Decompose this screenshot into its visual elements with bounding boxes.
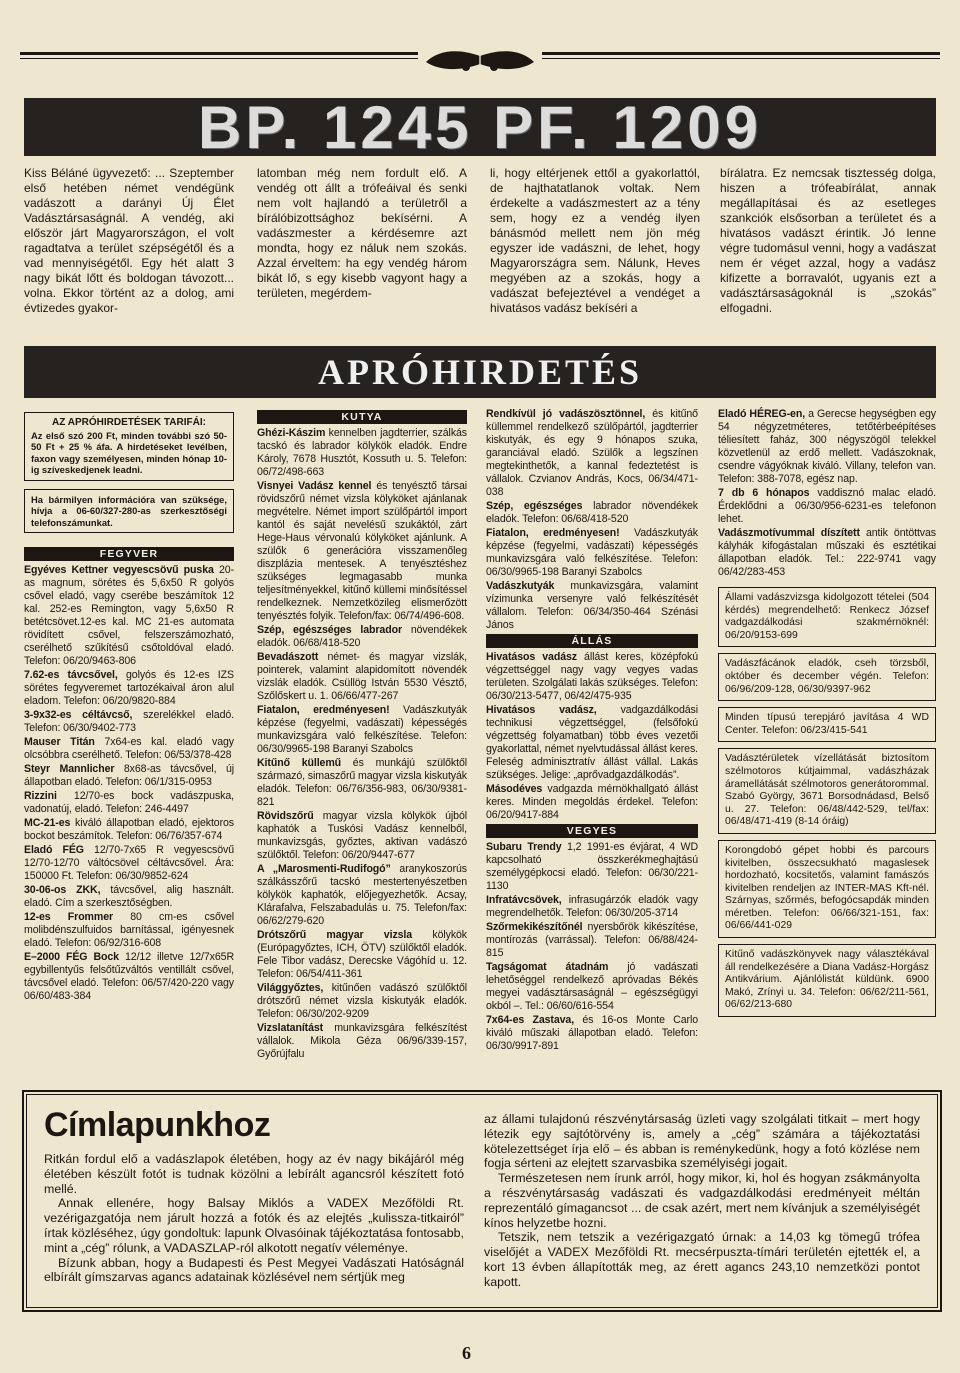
tariff-heading: AZ APRÓHIRDETÉSEK TARIFÁI: bbox=[52, 417, 206, 428]
page-number: 6 bbox=[462, 1343, 471, 1363]
category-fegyver: FEGYVER bbox=[24, 547, 234, 561]
classified-ad-lead: Ghézi-Kászim bbox=[257, 427, 326, 439]
classified-ad-lead: Steyr Mannlicher bbox=[24, 763, 115, 775]
classified-ad-lead: Mauser Titán bbox=[24, 736, 95, 748]
classified-ad bbox=[718, 408, 936, 486]
classified-ad bbox=[486, 580, 698, 632]
category-allas: ÁLLÁS bbox=[486, 634, 698, 648]
header-title: BP. 1245 PF. 1209 bbox=[198, 93, 762, 161]
classified-ad bbox=[486, 527, 698, 579]
classified-ad bbox=[24, 564, 234, 668]
classified-ad-text: és munkájú szülőktől származó, simaszőrű magyar vizsla kiskutyák eladók. Telefon: 06/76/356-983, 06/30/9381-821 bbox=[257, 757, 467, 808]
classified-ad bbox=[486, 921, 698, 960]
classified-ad-text: golyós és 12-es IZS sörétes fegyveremet tartozékaival áron alul eladom. Telefon: 06/20/9820-884 bbox=[24, 669, 234, 707]
classified-ad bbox=[257, 704, 467, 756]
classified-ad-lead: Infratávcsövek, bbox=[486, 894, 562, 906]
classified-ad-text: 1,2 1991-es évjárat, 4 WD kapcsolható összkerékmeghajtású személygépkocsi eladó. Telefon: 06/30/221-1130 bbox=[486, 841, 698, 892]
classified-ad bbox=[257, 982, 467, 1021]
classified-ad-lead: Kitűnő küllemű bbox=[257, 757, 342, 769]
classified-ad bbox=[24, 884, 234, 910]
classified-ad-text: infrasugárzók eladók vagy megrendelhetők. Telefon: 06/30/205-3714 bbox=[486, 894, 698, 919]
top-rule-thin-right bbox=[542, 58, 940, 59]
classified-ad-text: munkavizsgára felkészítést vállalok. Mikola Géza 06/96/339-157, Győrújfalu bbox=[257, 1022, 467, 1060]
classified-ad-text: kennelben jagdterrier, szálkás tacskó és labrador kölykök eladók. Endre Károly, 7678 Husztót, Kossuth u. 5. Telefon: 06/72/498-663 bbox=[257, 427, 467, 478]
cimlap-left-p1: Ritkán fordul elő a vadászlapok életében, hogy az év nagy bikájáról még életében készült fotót is tudnak közölni a lebírált agancsról készített fotó mellé. bbox=[44, 1152, 464, 1196]
classified-ad-text: állást keres, középfokú végzettséggel nagy vagy vegyes vadas területen. Szolgálati lakás szükséges. Telefon: 06/30/213-5477, 06/42/475-935 bbox=[486, 651, 698, 702]
classified-ad bbox=[24, 844, 234, 883]
classified-ad-lead: Szép, egészséges bbox=[486, 500, 583, 512]
classified-ad-text: és tenyésztő társai rövidszőrű német vizsla kölyköket ajánlanak megvételre. Német import szülőpártól import kantól és saját nevelésű szukáktól, zárt Hege-Haus vérvonalú kölyköket ajánlunk. A szülők 6 generációra visszamenőleg diszplázia mentesek. A tenyésztéshez szükséges legmagasabb munka teljesítményekkel, kitűnő küllemi minősítéssel rendelkeznek. Nemzetközileg elismerőzött tenyésztés folyik. Telefon/fax: 06/74/496-608. bbox=[257, 480, 467, 622]
top-rule-thin-left bbox=[20, 58, 418, 59]
classified-ad-text: kitűnően vadászó szülőktől drótszőrű német vizsla kiskutyák eladók. Telefon: 06/30/202-9209 bbox=[257, 982, 467, 1020]
classified-ad bbox=[486, 961, 698, 1013]
classified-ad-text: 20-as magnum, sörétes és 5,6x50 R golyós csővel eladó, vagy cserébe beszámítok 12 kal. 252-es Remington, vagy 5,6x50 R betétcsövet.12-es kal. MC 21-es automata rövidített csővel, felszerszámozható, cserélhető szűkítésű csőtoldóval eladó. Telefon: 06/20/9463-806 bbox=[24, 564, 234, 667]
info-box bbox=[24, 489, 234, 534]
classified-ad bbox=[718, 527, 936, 579]
cimlap-title: Címlapunkhoz bbox=[44, 1106, 271, 1144]
classified-ad bbox=[257, 810, 467, 862]
cimlap-right-p3: Tetszik, nem tetszik a vezérigazgató úrnak: a 14,03 kg tömegű trófea viselőjét a VADEX Mezőföldi Rt. mecsérpuszta-tímári területén ejtették el, a kort 13 évben állapították meg, az érett agancs 243,10 nemzetközi pontot kapott. bbox=[484, 1230, 920, 1289]
classified-ad bbox=[718, 487, 936, 526]
classified-ad bbox=[24, 911, 234, 950]
classified-ad-lead: Szőrmekikészítőnél bbox=[486, 921, 583, 933]
boxed-ad: Minden típusú terepjáró javítása 4 WD Center. Telefon: 06/23/415-541 bbox=[718, 707, 936, 742]
classified-ad-text: német- és magyar vizslák, pointerek, valamint alapidomított növendék vizslák eladók. Csüllög István 5530 Vésztő, Szőlőskert u. 1. 06/66/477-267 bbox=[257, 651, 467, 702]
classified-ad bbox=[486, 783, 698, 822]
classified-ad-text: aranykoszorús szálkásszőrű tacskó mestertenyészetben kölykök kaphatók, előjegyezhetők. Acsay, Klárafalva, Felszabadulás u. 75. Telefon/fax: 06/62/279-620 bbox=[257, 863, 467, 927]
classified-ad-text: távcsővel, alig használt. eladó. Cím a szerkesztőségben. bbox=[24, 884, 234, 909]
intro-column-2 bbox=[257, 166, 467, 301]
classified-ad bbox=[24, 709, 234, 735]
boxed-ad: Korongdobó gépet hobbi és parcours kivitelben, összecsukható magaslesek hordozható, kocsitetős, valamint famászós kivitelben rendeljen az INTER-MAS Kft-nél. Szárnyas, szőrmés, befogócsapdák minden méretben. Telefon: 06/66/321-151, fax: 06/66/441-029 bbox=[718, 840, 936, 938]
tariff-box bbox=[24, 412, 234, 481]
classified-ad-lead: 12-es Frommer bbox=[24, 911, 114, 923]
classified-ad-text: a Gerecse hegységben egy 54 négyzetméteres, tetőtérbeépítéses téliesített faház, 300 négyszögöl telekkel közvetlenül az erdő mellett. Vadászoknak, csendre vágyóknak kiváló. Villany, telefon van. Telefon: 388-7078, egész nap. bbox=[718, 408, 936, 485]
classified-ad-lead: 3-9x32-es céltávcső, bbox=[24, 709, 133, 721]
cimlap-right-column bbox=[484, 1112, 920, 1290]
classified-ad-text: labrador növendékek eladók. Telefon: 06/68/418-520 bbox=[486, 500, 699, 525]
classified-ad bbox=[486, 704, 698, 782]
top-rule-left bbox=[20, 52, 418, 55]
cimlap-right-p2: Természetesen nem írunk arról, hogy mikor, ki, hol és hogyan zsákmányolta a részvénytársaság vadászati és vadgazdálkodási eredményeit méltán reprezentáló gímagancsot ... de csak azért, mert nem kívánjuk a személyiségét kínos helyzetbe hozni. bbox=[484, 1171, 920, 1230]
classified-ad bbox=[24, 736, 234, 762]
cimlap-left-column bbox=[44, 1152, 464, 1285]
classified-ad-lead: 7.62-es távcsővel, bbox=[24, 669, 118, 681]
tariff-text: Az első szó 200 Ft, minden további szó 50-50 Ft + 25 % áfa. A hirdetéseket levélben, faxon vagy személyesen, minden hónap 10-ig szíveskedjenek leadni. bbox=[31, 429, 227, 475]
classified-ad-text: és kitűnő küllemmel rendelkező szülőpártól, jagdterrier kiskutyák, és egy 9 hónapos szuka, garanciával eladó. Szülők a legszínen megtekinthetők, a kannal fedeztetést is vállalok. Czvianov András, Kocs, 06/34/471-038 bbox=[486, 408, 698, 498]
intro-text-1: Kiss Béláné ügyvezető: ... Szeptember első hetében német vendégünk vadászott a darányi Új Élet Vadásztársaságnál. A vendég, aki először járt Magyarországon, el volt ragadtatva a terület szépségétől és a vad mennyiségétől. Egy hét alatt 3 nagy bikát lőtt és boldogan távozott... volna. Ekkor történt az a dolog, ami évtizedes gyakor- bbox=[24, 166, 234, 315]
classified-ad bbox=[24, 951, 234, 1003]
classified-ad-text: 12/70-es bock vadászpuska, vadonatúj, eladó. Telefon: 246-4497 bbox=[24, 790, 234, 815]
classified-ad-text: kiváló állapotban eladó, ejektoros bockot beszámítok. Telefon: 06/76/357-674 bbox=[24, 817, 234, 842]
classified-ad bbox=[257, 863, 467, 928]
classified-ad-text: 80 cm-es csővel molibdénszulfuidos barnítással, igényesnek eladó. Telefon: 06/92/316-608 bbox=[24, 911, 234, 949]
classified-ad bbox=[24, 669, 234, 708]
classified-ad-lead: Vizslatanítást bbox=[257, 1022, 324, 1034]
cimlap-right-p1: az állami tulajdonú részvénytársaság üzleti vagy szolgálati titkait – mert hogy létezik egy sajtótörvény is, amely a „cég” számára a tájékoztatási kötelezettséget írja elő – és abban is reménykedünk, hogy a fotó közlése nem fogja sérteni az elejtett szarvasbika személyiségi jogait. bbox=[484, 1112, 920, 1171]
classified-ad-text: kölykök (Európagyőztes, ICH, ÖTV) szülőktől eladók. Fele Tibor vadász, Derecske Vágóhíd u. 12. Telefon: 06/54/411-361 bbox=[257, 929, 467, 980]
classified-ad-lead: Eladó FÉG bbox=[24, 844, 84, 856]
classified-ad-lead: A „Marosmenti-Rudifogó” bbox=[257, 863, 391, 875]
classified-ad-lead: Fiatalon, eredményesen! bbox=[257, 704, 390, 716]
classified-ad-lead: Tagságomat átadnám bbox=[486, 961, 609, 973]
info-text: Ha bármilyen információra van szüksége, hívja a 06-60/327-280-as szerkesztőségi telefonszámunkat. bbox=[31, 493, 227, 528]
boxed-ad: Vadászfácánok eladók, cseh törzsből, október és december végén. Telefon: 06/96/209-128, 06/30/9397-962 bbox=[718, 653, 936, 701]
classified-ad-text: nyersbőrök kikészítése, montírozás (varrással). Telefon: 06/88/424-815 bbox=[486, 921, 698, 959]
intro-column-4 bbox=[720, 166, 936, 316]
classified-ad bbox=[486, 1014, 698, 1053]
classified-ad-text: növendékek eladók. 06/68/418-520 bbox=[257, 624, 467, 649]
classified-ad-lead: Drótszőrű magyar vizsla bbox=[257, 929, 413, 941]
boxed-ad: Állami vadászvizsga kidolgozott tételei (504 kérdés) megrendelhető: Renkecz József vadgazdálkodási szakmérnöknél: 06/20/9153-699 bbox=[718, 587, 936, 647]
category-kutya: KUTYA bbox=[257, 410, 467, 424]
classified-ad bbox=[257, 624, 467, 650]
classified-ad-lead: 7 db 6 hónapos bbox=[718, 487, 810, 499]
classified-ad-lead: Világgyőztes, bbox=[257, 982, 324, 994]
classified-ad-lead: Másodéves bbox=[486, 783, 543, 795]
intro-column-1 bbox=[24, 166, 234, 316]
classified-ad-lead: Subaru Trendy bbox=[486, 841, 562, 853]
classified-ad-text: vaddisznó malac eladó. Érdeklődni a 06/30/956-6231-es telefonon lehet. bbox=[718, 487, 936, 525]
classified-ad bbox=[24, 817, 234, 843]
classified-ad-lead: Fiatalon, eredményesen! bbox=[486, 527, 620, 539]
intro-text-2: latomban még nem fordult elő. A vendég ott állt a trófeáival és senki nem volt hajlandó a területről a bírálóbizottsághoz bekísérni. A vadászmester a kérdésemre azt mondta, hogy ez náluk nem szokás. Azzal érveltem: ha egy vendég három bikát lő, s egy kisebb vagyont hagy a területen, megérdem- bbox=[257, 166, 467, 300]
classified-ad-text: magyar vizsla kölykök újból kaphatók a Tuskósi Vadász kennelből, munkavizsgás, győztes, aktivan vadászó szülőktől. Telefon: 06/20/9447-677 bbox=[257, 810, 467, 861]
classified-ad bbox=[24, 790, 234, 816]
classified-ad bbox=[257, 651, 467, 703]
header-band bbox=[24, 93, 936, 161]
cimlap-left-p2: Annak ellenére, hogy Balsay Miklós a VADEX Mezőföldi Rt. vezérigazgatója nem járult hozzá a fotók és az elejtés „kulissza-titkairól” írtak közléséhez, úgy gondoltuk: lapunk Olvasóinak tájékoztatása fontosabb, mint a „cég” rólunk, a VADASZLAP-ról alkotott negatív véleménye. bbox=[44, 1196, 464, 1255]
classified-ad-lead: 30-06-os ZKK, bbox=[24, 884, 101, 896]
classified-ad-text: 8x68-as távcsővel, új állapotban eladó. Telefon: 06/1/315-0953 bbox=[24, 763, 234, 788]
classified-ad-text: szerelékkel eladó. Telefon: 06/30/9402-773 bbox=[24, 709, 234, 734]
classified-ad bbox=[257, 1022, 467, 1061]
cimlap-left-p3: Bízunk abban, hogy a Budapesti és Pest Megyei Vadászati Hatóságnál elbírált gímszarvas agancs adatainak közlésével nem sértjük meg bbox=[44, 1255, 464, 1285]
intro-text-4: bírálatra. Ez nemcsak tisztesség dolga, hiszen a trófeabírálat, annak megállapításai és az esetleges szankciók elsősorban a területet és a hivatásos vadászt érintik. Jó lenne végre tudomásul venni, hogy a vadászat nem ér véget azzal, hogy a vadász kifizette a borravalót, ugyanis ezt a vadásztársaságoknál is „szokás” elfogadni. bbox=[720, 166, 936, 315]
classified-ad bbox=[486, 841, 698, 893]
classified-ad bbox=[486, 500, 698, 526]
classified-ad-text: Vadászkutyák képzése (fegyelmi, vadászati) képességés munkavizsgára való felkészítése. Telefon: 06/30/9965-198 Baranyi Szabolcs bbox=[257, 704, 467, 755]
classified-ad-text: 12/12 illetve 12/7x65R egybillentyűs felsőtűzváltós ventillált csővel, távcsővel eladó. Telefon: 06/57/420-220 vagy 06/60/483-384 bbox=[24, 951, 234, 1002]
intro-text-3: li, hogy eltérjenek ettől a gyakorlattól, de hajthatatlanok voltak. Nem érdekelte a vadászmestert az a tény sem, hogy ez a vendég ilyen bánásmód mellett nem jön még egyszer ide vadászni, de lehet, hogy Magyarországra sem. Nálunk, Heves megyében az a szokás, hogy a vadászat befejeztével a vendéget a hivatásos vadász bekíséri a bbox=[490, 166, 700, 315]
classified-ad bbox=[257, 480, 467, 623]
classified-ad-text: Vadászkutyák képzése (fegyelmi, vadászati) képességés munkavizsgára való felkészítése. Telefon: 06/30/9965-198 Baranyi Szabolcs bbox=[486, 527, 698, 578]
classified-ad-text: munkavizsgára, valamint vízimunka versenyre való felkészítését vállalom. Telefon: 06/34/350-464 Szénási János bbox=[486, 580, 698, 631]
classified-ad-lead: Vadászmotívummal díszített bbox=[718, 527, 860, 539]
classified-ad-text: jó vadászati lehetőséggel rendelkező apróvadas Békés megyei vadásztársaságnál – egészségügyi okból –. Tel.: 06/60/616-554 bbox=[486, 961, 698, 1012]
classified-ad-text: antik öntöttvas kályhák kifogástalan műszaki és esztétikai állapotban eladók. Tel.: 222-9741 vagy 06/42/283-453 bbox=[718, 527, 936, 578]
classified-ad-lead: Rövidszőrű bbox=[257, 810, 314, 822]
classified-ad-text: és 16-os Monte Carlo kiváló műszaki állapotban eladó. Telefon: 06/30/9917-891 bbox=[486, 1014, 698, 1052]
classified-ad-lead: MC-21-es bbox=[24, 817, 71, 829]
classified-ad-text: vadgazda mérnökhallgató állást keres. Minden megoldás érdekel. Telefon: 06/20/9417-884 bbox=[486, 783, 698, 821]
classified-ad-lead: Bevadászott bbox=[257, 651, 319, 663]
classified-ad-lead: E–2000 FÉG Bock bbox=[24, 951, 119, 963]
classifieds-column-1 bbox=[24, 412, 234, 1004]
classified-ad-text: vadgazdálkodási technikusi végzettséggel, (felsőfokú végzettség folyamatban) több éves vezetői gyakorlattal, német nyelvtudással állást keres. Feleség adminisztratív állást vállal. Lakás szükséges. Jelige: „aprővadgazdálkodás”. bbox=[486, 704, 698, 781]
classified-ad-lead: Visnyei Vadász kennel bbox=[257, 480, 372, 492]
classifieds-column-4 bbox=[718, 408, 936, 1023]
classified-ad-lead: Eladó HÉREG-en, bbox=[718, 408, 806, 420]
classified-ad-lead: Hivatásos vadász bbox=[486, 651, 577, 663]
boxed-ad: Kitűnő vadászkönyvek nagy választékával áll rendelkezésére a Diana Vadász-Horgász Antikvárium. Ajánlólistát küldünk. 6900 Makó, Zrínyi u. 34. Telefon: 06/62/211-561, 06/62/213-680 bbox=[718, 944, 936, 1017]
classified-ad-lead: Rizzini bbox=[24, 790, 57, 802]
classified-ad bbox=[486, 408, 698, 499]
intro-column-3 bbox=[490, 166, 700, 316]
classified-ad bbox=[257, 929, 467, 981]
classified-ad bbox=[257, 427, 467, 479]
classified-ad bbox=[486, 651, 698, 703]
category-vegyes: VEGYES bbox=[486, 824, 698, 838]
classifieds-title: APRÓHIRDETÉS bbox=[317, 352, 643, 392]
classified-ad bbox=[24, 763, 234, 789]
classified-ad-lead: Hivatásos vadász, bbox=[486, 704, 597, 716]
boxed-ad: Vadásztérületek vízellátását biztosítom szélmotoros kútjaimmal, vadászházak áramellátását szélmotoros generátorommal. Szabó György, 3671 Borsodnádasd, Belső u. 27. Telefon: 06/48/442-529, tel/fax: 06/48/471-419 (8-14 óráig) bbox=[718, 748, 936, 834]
classified-ad-lead: Szép, egészséges labrador bbox=[257, 624, 402, 636]
classified-ad bbox=[486, 894, 698, 920]
classified-ad-lead: Egyéves Kettner vegyescsövű puska bbox=[24, 564, 214, 576]
classifieds-band bbox=[24, 346, 936, 398]
classifieds-column-3 bbox=[486, 408, 698, 1054]
oak-leaf-ornament-icon bbox=[418, 42, 542, 78]
top-rule-right bbox=[542, 52, 940, 55]
classified-ad-lead: Rendkívül jó vadászösztönnel, bbox=[486, 408, 646, 420]
classified-ad-text: 7x64-es kal. eladó vagy olcsóbbra cserélhető. Telefon: 06/53/378-428 bbox=[24, 736, 234, 761]
classified-ad-lead: Vadászkutyák bbox=[486, 580, 555, 592]
classified-ad bbox=[257, 757, 467, 809]
classified-ad-lead: 7x64-es Zastava, bbox=[486, 1014, 575, 1026]
classified-ad-text: 12/70-7x65 R vegyescsövű 12/70-12/70 váltócsövel céltávcsővel. Ára: 150000 Ft. Telefon: 06/30/9852-624 bbox=[24, 844, 234, 882]
classifieds-column-2 bbox=[257, 410, 467, 1062]
